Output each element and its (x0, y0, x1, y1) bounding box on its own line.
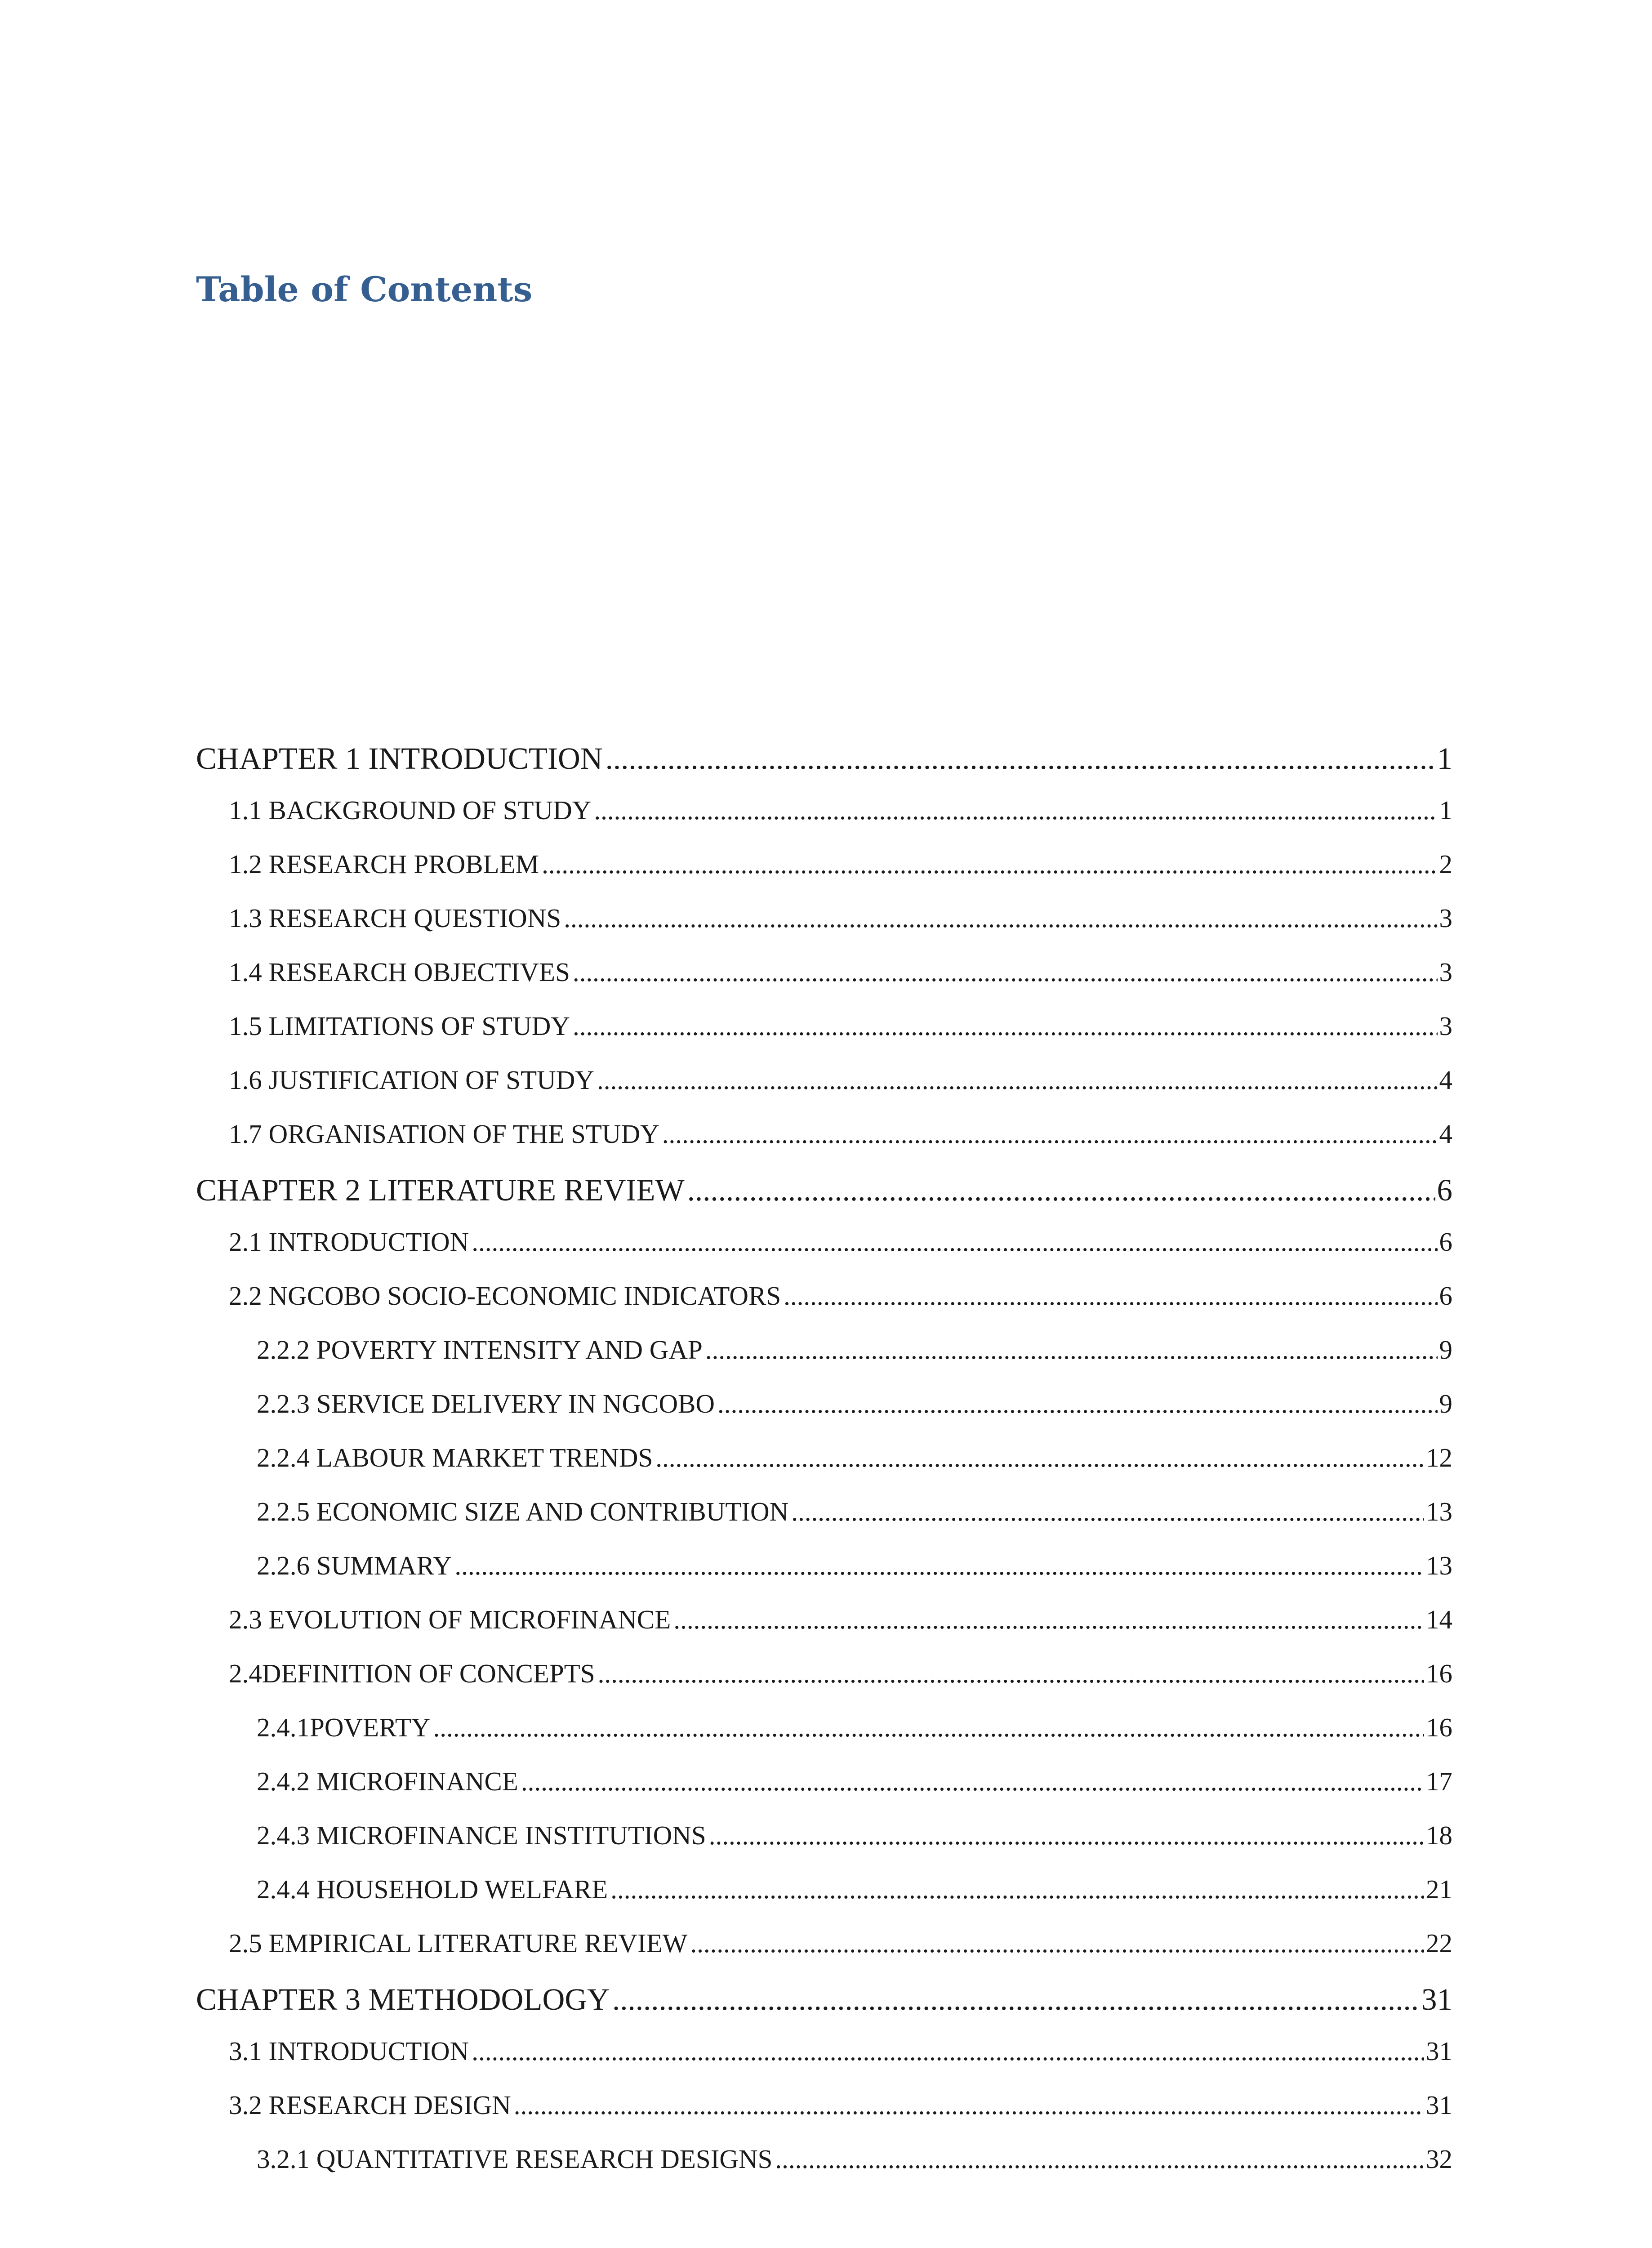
toc-dot-leader (514, 2090, 1424, 2121)
toc-page-number: 31 (1426, 2090, 1452, 2120)
toc-subsection-entry[interactable] (196, 1334, 1452, 1388)
toc-entry-label: 1.5 LIMITATIONS OF STUDY (229, 1011, 570, 1041)
toc-entry-label: 2.4.4 HOUSEHOLD WELFARE (257, 1874, 608, 1904)
toc-entry-label: 3.1 INTRODUCTION (229, 2036, 469, 2066)
toc-dot-leader (597, 1065, 1438, 1096)
toc-page-number: 6 (1439, 1227, 1452, 1257)
toc-dot-leader (610, 1874, 1424, 1905)
toc-subsection-entry[interactable] (196, 1550, 1452, 1604)
toc-entry-label: 2.2 NGCOBO SOCIO-ECONOMIC INDICATORS (229, 1281, 781, 1311)
toc-entry-label: 2.2.4 LABOUR MARKET TRENDS (257, 1443, 653, 1472)
toc-entry-label: 1.3 RESEARCH QUESTIONS (229, 903, 561, 933)
toc-subsection-entry[interactable] (196, 2144, 1452, 2198)
toc-dot-leader (673, 1604, 1424, 1635)
toc-subsection-entry[interactable] (196, 1874, 1452, 1928)
toc-entry-label: 3.2 RESEARCH DESIGN (229, 2090, 511, 2120)
toc-dot-leader (433, 1712, 1424, 1743)
toc-dot-leader (454, 1550, 1424, 1581)
toc-section-entry[interactable] (196, 1658, 1452, 1712)
toc-page-number: 6 (1437, 1173, 1452, 1207)
toc-section-entry[interactable] (196, 2090, 1452, 2144)
toc-page-number: 4 (1439, 1065, 1452, 1095)
toc-subsection-entry[interactable] (196, 1712, 1452, 1766)
toc-section-entry[interactable] (196, 795, 1452, 849)
toc-dot-leader (472, 1227, 1437, 1258)
toc-page-number: 9 (1439, 1389, 1452, 1418)
toc-entry-label: 1.1 BACKGROUND OF STUDY (229, 795, 592, 825)
toc-dot-leader (594, 795, 1437, 826)
toc-page-number: 31 (1421, 1982, 1452, 2016)
toc-section-entry[interactable] (196, 849, 1452, 903)
toc-page-number: 13 (1426, 1497, 1452, 1526)
toc-dot-leader (791, 1496, 1424, 1527)
toc-section-entry[interactable] (196, 1280, 1452, 1334)
toc-page-number: 2 (1439, 849, 1452, 879)
toc-entry-label: 1.2 RESEARCH PROBLEM (229, 849, 539, 879)
toc-entry-label: 2.4DEFINITION OF CONCEPTS (229, 1659, 595, 1688)
toc-dot-leader (472, 2036, 1424, 2067)
toc-section-entry[interactable] (196, 2036, 1452, 2090)
toc-dot-leader (564, 903, 1437, 934)
toc-page-number: 16 (1426, 1713, 1452, 1742)
toc-page-number: 3 (1439, 1011, 1452, 1041)
toc-entry-label: 2.4.1POVERTY (257, 1713, 431, 1742)
toc-entry-label: 2.2.6 SUMMARY (257, 1551, 452, 1580)
toc-page-number: 3 (1439, 903, 1452, 933)
toc-entry-label: 1.4 RESEARCH OBJECTIVES (229, 957, 570, 987)
toc-page-number: 21 (1426, 1874, 1452, 1904)
toc-page-number: 18 (1426, 1820, 1452, 1850)
toc-entry-label: 2.4.2 MICROFINANCE (257, 1766, 518, 1796)
toc-entry-label: 2.2.2 POVERTY INTENSITY AND GAP (257, 1335, 703, 1365)
toc-page-number: 14 (1426, 1605, 1452, 1634)
toc-chapter-entry[interactable] (196, 1173, 1452, 1227)
toc-list (196, 741, 1452, 2198)
toc-page-number: 16 (1426, 1659, 1452, 1688)
toc-entry-label: 2.2.5 ECONOMIC SIZE AND CONTRIBUTION (257, 1497, 789, 1526)
toc-dot-leader (662, 1119, 1438, 1150)
toc-entry-label: 1.6 JUSTIFICATION OF STUDY (229, 1065, 594, 1095)
toc-entry-label: 2.2.3 SERVICE DELIVERY IN NGCOBO (257, 1389, 715, 1418)
toc-dot-leader (542, 849, 1437, 880)
toc-entry-label: CHAPTER 2 LITERATURE REVIEW (196, 1173, 685, 1207)
toc-section-entry[interactable] (196, 1604, 1452, 1658)
toc-page-number: 6 (1439, 1281, 1452, 1311)
toc-dot-leader (612, 1982, 1420, 2017)
toc-page-number: 17 (1426, 1766, 1452, 1796)
toc-chapter-entry[interactable] (196, 1982, 1452, 2036)
page-title: Table of Contents (196, 269, 533, 309)
toc-subsection-entry[interactable] (196, 1496, 1452, 1550)
toc-section-entry[interactable] (196, 957, 1452, 1011)
toc-page-number: 32 (1426, 2144, 1452, 2174)
toc-page-number: 4 (1439, 1119, 1452, 1149)
toc-section-entry[interactable] (196, 903, 1452, 957)
toc-section-entry[interactable] (196, 1011, 1452, 1065)
toc-entry-label: 3.2.1 QUANTITATIVE RESEARCH DESIGNS (257, 2144, 773, 2174)
toc-subsection-entry[interactable] (196, 1820, 1452, 1874)
toc-entry-label: 2.4.3 MICROFINANCE INSTITUTIONS (257, 1820, 706, 1850)
toc-dot-leader (705, 1334, 1438, 1365)
toc-entry-label: 1.7 ORGANISATION OF THE STUDY (229, 1119, 659, 1149)
toc-subsection-entry[interactable] (196, 1442, 1452, 1496)
toc-dot-leader (573, 957, 1438, 988)
toc-section-entry[interactable] (196, 1227, 1452, 1280)
toc-page-number: 31 (1426, 2036, 1452, 2066)
toc-dot-leader (598, 1658, 1424, 1689)
toc-subsection-entry[interactable] (196, 1766, 1452, 1820)
toc-entry-label: 2.1 INTRODUCTION (229, 1227, 469, 1257)
toc-entry-label: CHAPTER 1 INTRODUCTION (196, 741, 603, 776)
toc-entry-label: 2.3 EVOLUTION OF MICROFINANCE (229, 1605, 671, 1634)
toc-section-entry[interactable] (196, 1065, 1452, 1119)
toc-entry-label: 2.5 EMPIRICAL LITERATURE REVIEW (229, 1928, 688, 1958)
toc-subsection-entry[interactable] (196, 1388, 1452, 1442)
toc-dot-leader (687, 1173, 1435, 1208)
toc-page-number: 1 (1439, 795, 1452, 825)
toc-dot-leader (521, 1766, 1424, 1797)
toc-dot-leader (775, 2144, 1424, 2175)
toc-page-number: 12 (1426, 1443, 1452, 1472)
toc-dot-leader (573, 1011, 1438, 1042)
toc-dot-leader (784, 1280, 1437, 1311)
toc-dot-leader (709, 1820, 1424, 1851)
toc-page-number: 1 (1437, 741, 1452, 776)
toc-section-entry[interactable] (196, 1119, 1452, 1173)
toc-dot-leader (606, 741, 1435, 776)
toc-section-entry[interactable] (196, 1928, 1452, 1982)
toc-dot-leader (655, 1442, 1424, 1473)
toc-entry-label: CHAPTER 3 METHODOLOGY (196, 1982, 610, 2016)
toc-page-number: 3 (1439, 957, 1452, 987)
toc-page-number: 22 (1426, 1928, 1452, 1958)
toc-dot-leader (717, 1388, 1437, 1419)
toc-chapter-entry[interactable] (196, 741, 1452, 795)
toc-dot-leader (690, 1928, 1424, 1959)
toc-page-number: 13 (1426, 1551, 1452, 1580)
toc-page-number: 9 (1439, 1335, 1452, 1365)
